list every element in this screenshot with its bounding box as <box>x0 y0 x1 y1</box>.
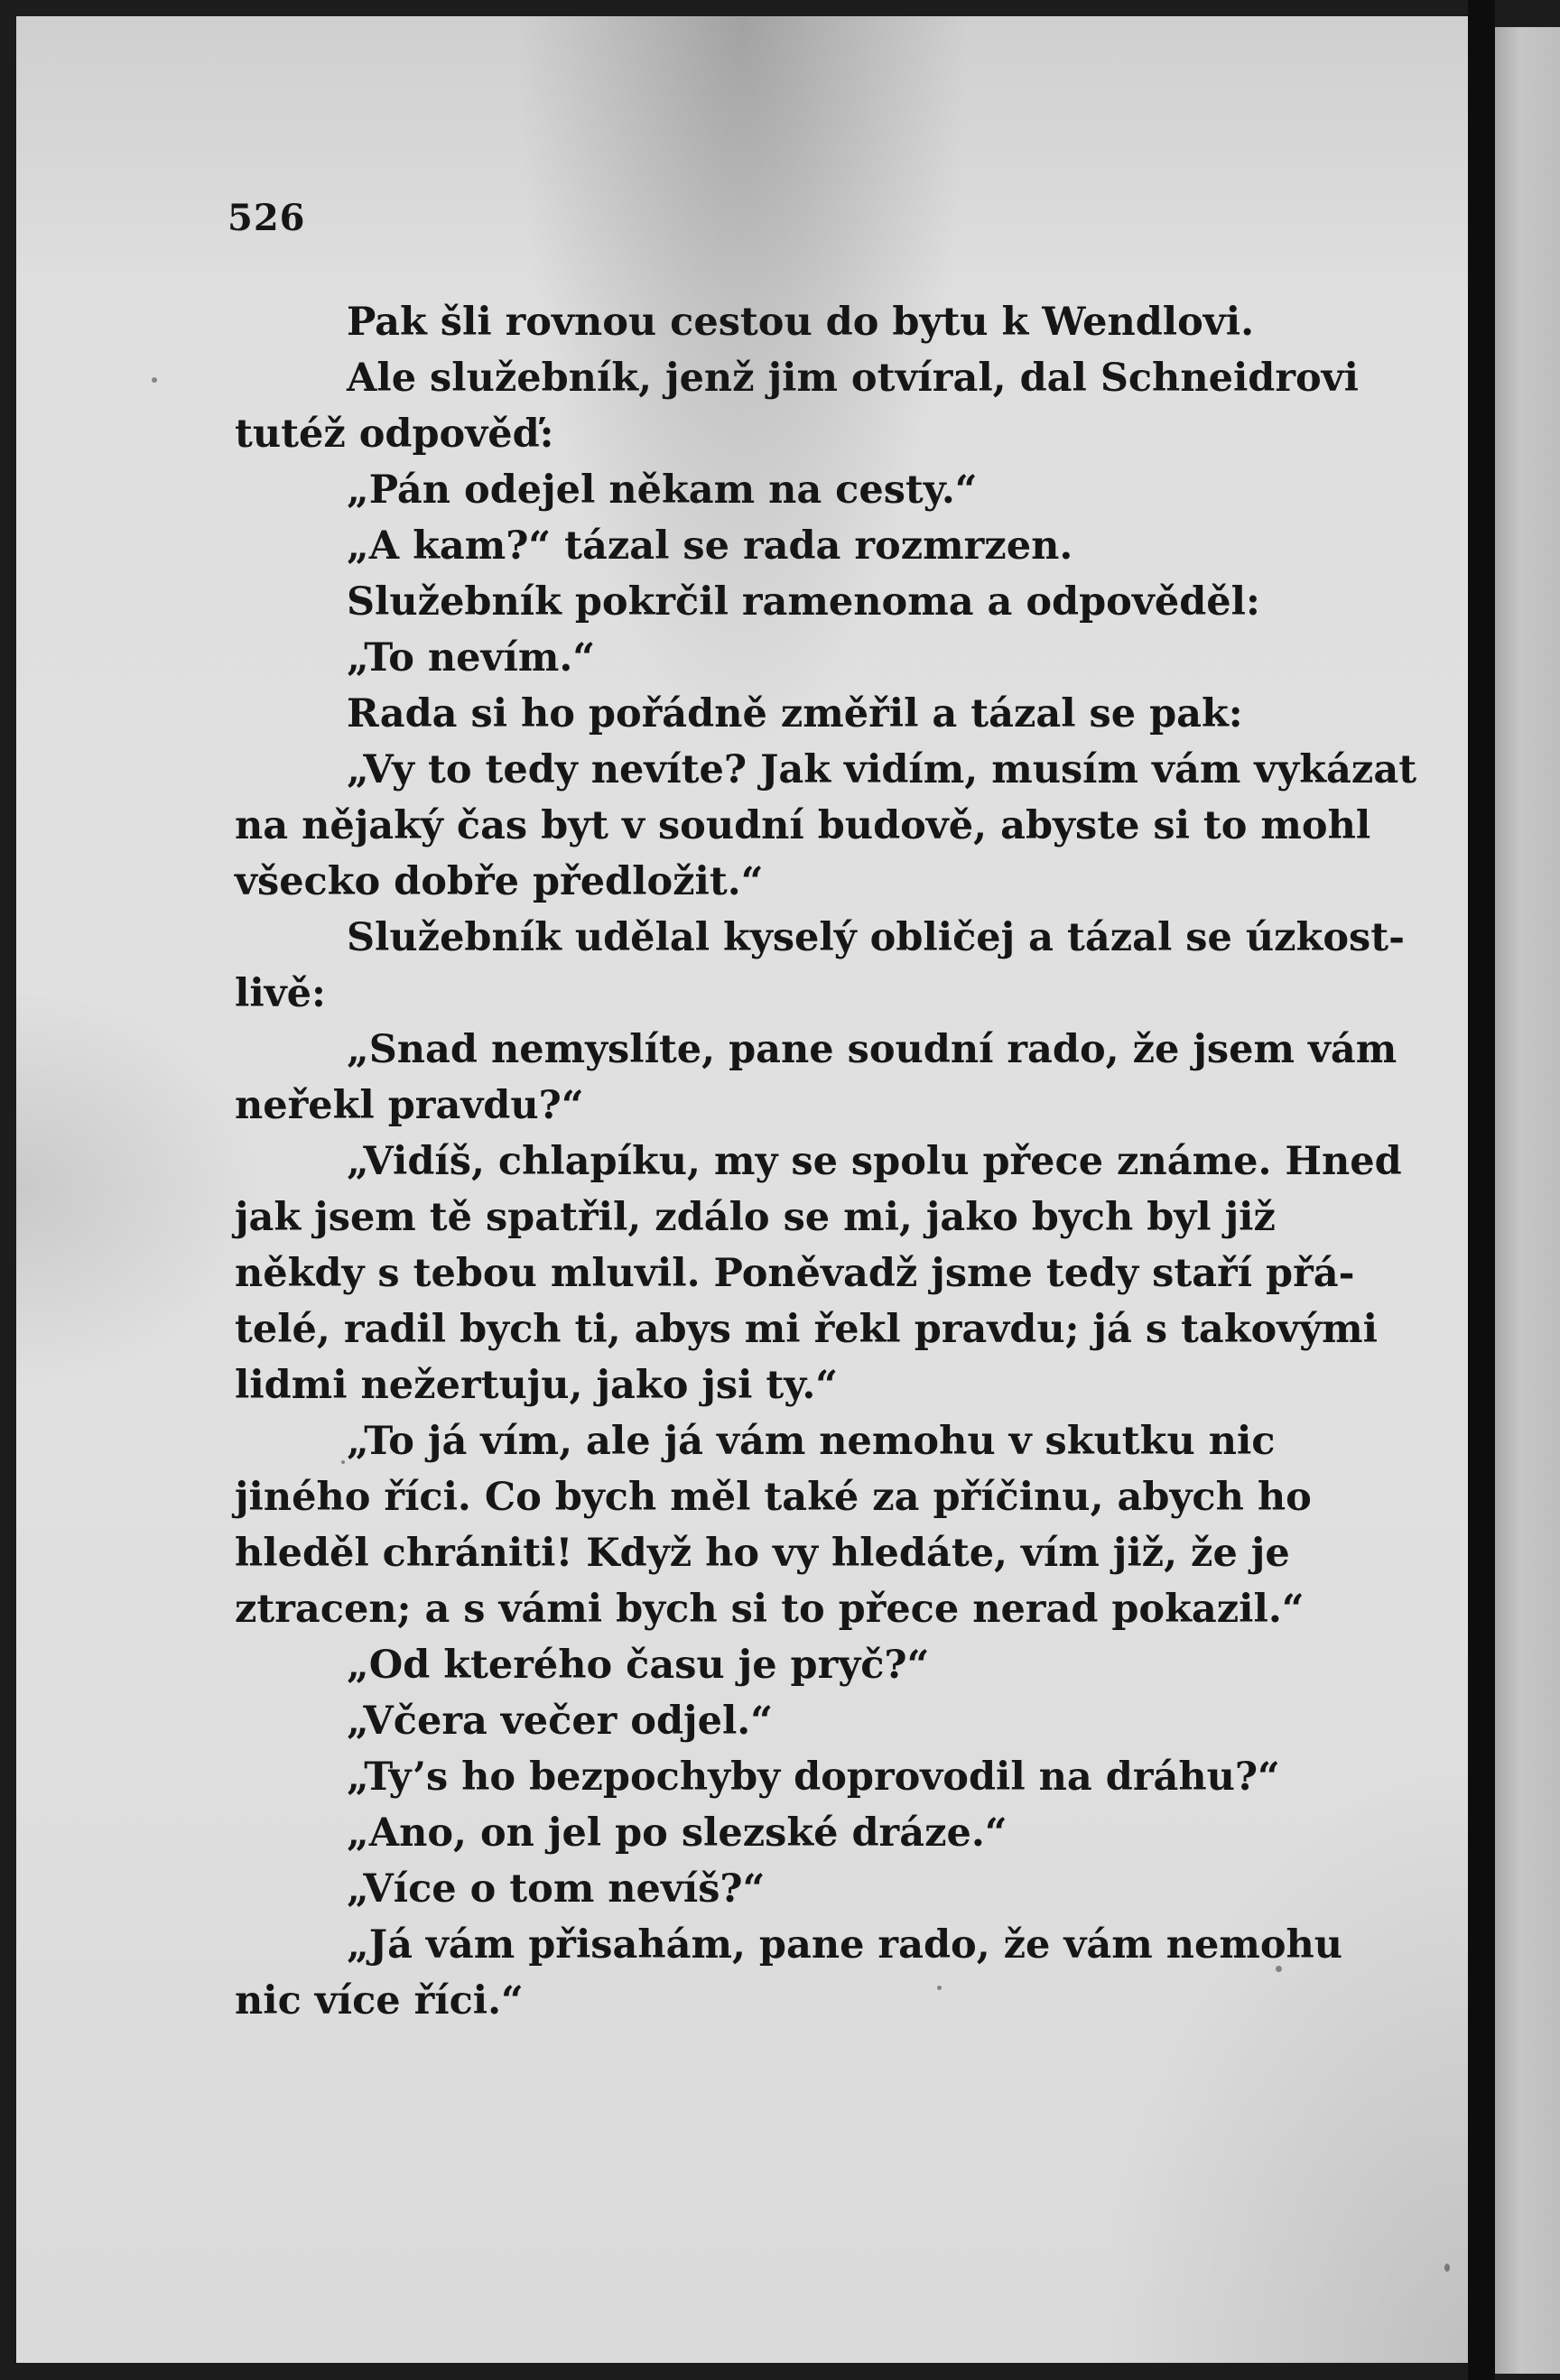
text-line: lidmi nežertuju, jako jsi ty.“ <box>235 1363 839 1408</box>
text-line: někdy s tebou mluvil. Poněvadž jsme tedy staří přá- <box>235 1251 1355 1296</box>
text-line: telé, radil bych ti, abys mi řekl pravdu; já s takovými <box>235 1307 1379 1352</box>
text-line: jiného říci. Co bych měl také za příčinu, abych ho <box>235 1475 1312 1520</box>
text-line: na nějaký čas byt v soudní budově, abyste si to mohl <box>235 803 1371 848</box>
text-line: „Vy to tedy nevíte? Jak vidím, musím vám vykázat <box>347 747 1417 792</box>
text-line: „Já vám přisahám, pane rado, že vám nemohu <box>347 1922 1343 1968</box>
dust-speck <box>152 377 157 383</box>
text-line: Rada si ho pořádně změřil a tázal se pak: <box>347 691 1243 736</box>
text-line: „Snad nemyslíte, pane soudní rado, že jsem vám <box>347 1027 1398 1072</box>
text-line: „A kam?“ tázal se rada rozmrzen. <box>347 523 1073 569</box>
text-line: neřekl pravdu?“ <box>235 1083 584 1128</box>
text-line: „Ano, on jel po slezské dráze.“ <box>347 1810 1008 1856</box>
page-number: 526 <box>228 197 306 239</box>
text-line: Služebník udělal kyselý obličej a tázal se úzkost- <box>347 915 1405 960</box>
text-line: „To já vím, ale já vám nemohu v skutku nic <box>347 1419 1276 1464</box>
text-line: hleděl chrániti! Když ho vy hledáte, vím již, že je <box>235 1531 1290 1576</box>
body-text <box>235 294 1417 2029</box>
text-line: „Od kterého času je pryč?“ <box>347 1643 930 1688</box>
adjacent-page-edge <box>1495 27 1560 2374</box>
text-line: „Včera večer odjel.“ <box>347 1699 774 1744</box>
text-line: „To nevím.“ <box>347 635 596 681</box>
text-line: jak jsem tě spatřil, zdálo se mi, jako bych byl již <box>235 1195 1276 1240</box>
text-line: „Pán odejel někam na cesty.“ <box>347 468 978 513</box>
page-gutter-shadow <box>1468 0 1495 2380</box>
text-line: nic více říci.“ <box>235 1978 524 2023</box>
text-line: „Vidíš, chlapíku, my se spolu přece známe. Hned <box>347 1139 1402 1184</box>
text-line: Ale služebník, jenž jim otvíral, dal Schneidrovi <box>347 356 1360 401</box>
text-line: Služebník pokrčil ramenoma a odpověděl: <box>347 579 1260 625</box>
text-line: tutéž odpověď: <box>235 412 554 457</box>
text-line: ztracen; a s vámi bych si to přece nerad pokazil.“ <box>235 1587 1305 1632</box>
text-line: „Více o tom nevíš?“ <box>347 1866 766 1912</box>
dust-speck <box>1444 2264 1450 2272</box>
text-line: Pak šli rovnou cestou do bytu k Wendlovi. <box>347 300 1255 345</box>
text-line: všecko dobře předložit.“ <box>235 859 764 904</box>
text-line: livě: <box>235 971 326 1016</box>
text-line: „Ty’s ho bezpochyby doprovodil na dráhu?“ <box>347 1755 1280 1800</box>
